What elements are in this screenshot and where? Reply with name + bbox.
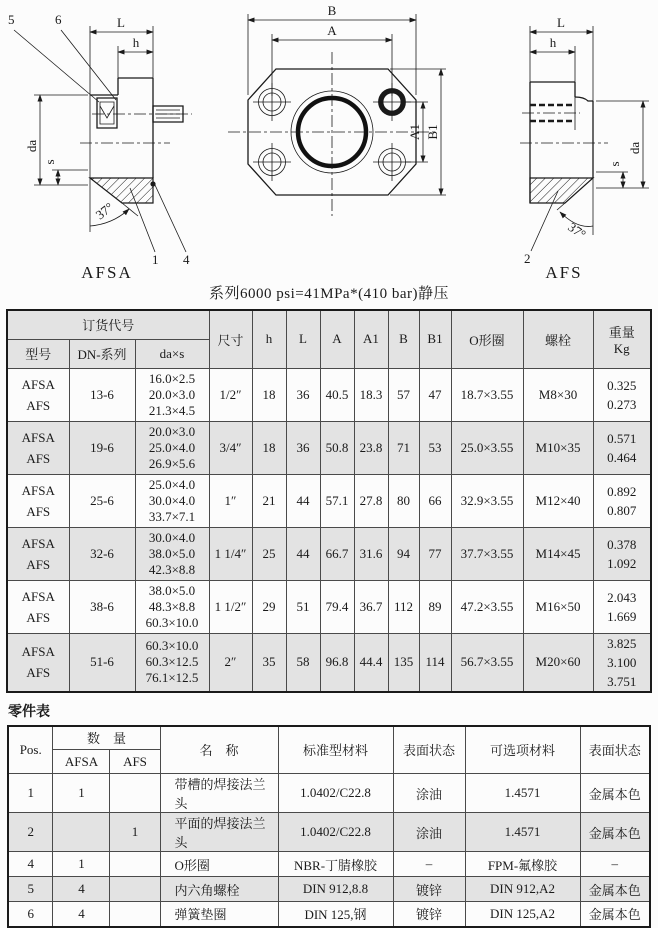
cell-surface: – <box>393 852 465 877</box>
cell-qty-afsa: 1 <box>53 774 110 813</box>
table-row <box>7 474 651 527</box>
cell-surface2: 金属本色 <box>580 902 650 927</box>
cell-opt-material: 1.4571 <box>465 774 580 813</box>
cell-dn: 25-6 <box>69 474 135 527</box>
drawing-caption-afsa: AFSA <box>81 263 133 282</box>
part-callout-4: 4 <box>183 252 190 267</box>
cell-surface: 镀锌 <box>393 877 465 902</box>
cell-std-material: DIN 912,8.8 <box>278 877 393 902</box>
header-dn-series: DN-系列 <box>69 339 135 368</box>
cell-weight: 0.325 0.273 <box>593 368 651 421</box>
cell-da-x-s: 30.0×4.0 38.0×5.0 42.3×8.8 <box>135 527 209 580</box>
cell-A1: 31.6 <box>354 527 388 580</box>
cell-size: 1 1/4″ <box>209 527 252 580</box>
header-std-material: 标准型材料 <box>278 726 393 774</box>
cell-h: 35 <box>252 633 286 692</box>
flange-front-drawing <box>220 0 460 240</box>
cell-qty-afs: 1 <box>110 813 160 852</box>
cell-B1: 66 <box>419 474 451 527</box>
header-B1: B1 <box>419 310 451 368</box>
header-order-code: 订货代号 <box>7 310 209 339</box>
cell-o-ring: 47.2×3.55 <box>451 580 523 633</box>
cell-A: 79.4 <box>320 580 354 633</box>
dim-label-s: s <box>42 159 57 165</box>
dim-label-L: L <box>117 15 125 30</box>
dim-label-da: da <box>24 139 39 153</box>
cell-part-name: 平面的焊接法兰头 <box>160 813 278 852</box>
header-h: h <box>252 310 286 368</box>
dim-label-A: A <box>327 23 337 38</box>
dim-label-h: h <box>132 35 140 50</box>
afsa-section-drawing <box>0 0 220 283</box>
header-qty-afsa: AFSA <box>53 750 110 774</box>
cell-qty-afsa: 1 <box>53 852 110 877</box>
cell-model: AFSA AFS <box>7 527 69 580</box>
cell-model: AFSA AFS <box>7 580 69 633</box>
cell-B1: 47 <box>419 368 451 421</box>
cell-model: AFSA AFS <box>7 368 69 421</box>
cell-surface2: 金属本色 <box>580 813 650 852</box>
cell-dn: 51-6 <box>69 633 135 692</box>
header-qty-afs: AFS <box>110 750 160 774</box>
dim-label-B1: B1 <box>425 124 440 140</box>
header-B: B <box>388 310 419 368</box>
cell-part-name: 带槽的焊接法兰头 <box>160 774 278 813</box>
cell-o-ring: 18.7×3.55 <box>451 368 523 421</box>
header-weight <box>593 310 651 368</box>
dim-label-da: da <box>627 141 642 155</box>
cell-weight: 0.571 0.464 <box>593 421 651 474</box>
dim-label-L: L <box>557 15 565 30</box>
cell-qty-afs <box>110 877 160 902</box>
cell-A1: 23.8 <box>354 421 388 474</box>
header-weight-label: 重量 <box>608 324 635 340</box>
dim-label-B: B <box>327 3 337 18</box>
cell-o-ring: 37.7×3.55 <box>451 527 523 580</box>
header-size: 尺寸 <box>209 310 252 368</box>
cell-bolt: M14×45 <box>523 527 593 580</box>
cell-bolt: M12×40 <box>523 474 593 527</box>
cell-B: 135 <box>388 633 419 692</box>
cell-pos: 1 <box>8 774 53 813</box>
angle-label: 37° <box>92 199 117 223</box>
cell-dn: 13-6 <box>69 368 135 421</box>
cell-h: 18 <box>252 421 286 474</box>
drawings-strip <box>0 0 658 283</box>
dim-label-h: h <box>549 35 557 50</box>
cell-B: 71 <box>388 421 419 474</box>
cell-L: 58 <box>286 633 320 692</box>
cell-model: AFSA AFS <box>7 421 69 474</box>
header-model: 型号 <box>7 339 69 368</box>
cell-L: 44 <box>286 527 320 580</box>
cell-da-x-s: 20.0×3.0 25.0×4.0 26.9×5.6 <box>135 421 209 474</box>
header-pos: Pos. <box>8 726 53 774</box>
cell-size: 2″ <box>209 633 252 692</box>
cell-bolt: M16×50 <box>523 580 593 633</box>
header-opt-material: 可选项材料 <box>465 726 580 774</box>
cell-std-material: 1.0402/C22.8 <box>278 813 393 852</box>
cell-model: AFSA AFS <box>7 474 69 527</box>
cell-A: 40.5 <box>320 368 354 421</box>
dim-label-s: s <box>607 161 622 167</box>
afs-section-drawing <box>460 0 658 283</box>
cell-B: 94 <box>388 527 419 580</box>
header-surface: 表面状态 <box>393 726 465 774</box>
cell-weight: 2.043 1.669 <box>593 580 651 633</box>
parts-row <box>8 813 650 852</box>
cell-pos: 6 <box>8 902 53 927</box>
cell-qty-afsa: 4 <box>53 877 110 902</box>
parts-row <box>8 774 650 813</box>
part-callout-2: 2 <box>524 251 531 266</box>
cell-surface2: 金属本色 <box>580 774 650 813</box>
table-row <box>7 527 651 580</box>
cell-qty-afsa <box>53 813 110 852</box>
cell-surface: 涂油 <box>393 774 465 813</box>
table-row <box>7 580 651 633</box>
dim-label-A1: A1 <box>407 124 422 140</box>
cell-part-name: O形圈 <box>160 852 278 877</box>
cell-model: AFSA AFS <box>7 633 69 692</box>
cell-weight: 0.378 1.092 <box>593 527 651 580</box>
cell-A1: 18.3 <box>354 368 388 421</box>
cell-B1: 89 <box>419 580 451 633</box>
cell-std-material: 1.0402/C22.8 <box>278 774 393 813</box>
cell-bolt: M8×30 <box>523 368 593 421</box>
cell-std-material: NBR-丁腈橡胶 <box>278 852 393 877</box>
cell-bolt: M10×35 <box>523 421 593 474</box>
cell-B1: 77 <box>419 527 451 580</box>
cell-size: 1″ <box>209 474 252 527</box>
cell-da-x-s: 60.3×10.0 60.3×12.5 76.1×12.5 <box>135 633 209 692</box>
part-callout-6: 6 <box>55 12 62 27</box>
cell-h: 29 <box>252 580 286 633</box>
cell-pos: 2 <box>8 813 53 852</box>
cell-A: 96.8 <box>320 633 354 692</box>
cell-L: 36 <box>286 421 320 474</box>
cell-h: 18 <box>252 368 286 421</box>
cell-opt-material: DIN 912,A2 <box>465 877 580 902</box>
part-callout-1: 1 <box>152 252 159 267</box>
cell-A1: 36.7 <box>354 580 388 633</box>
parts-row <box>8 852 650 877</box>
cell-qty-afsa: 4 <box>53 902 110 927</box>
cell-B: 112 <box>388 580 419 633</box>
cell-B1: 53 <box>419 421 451 474</box>
header-surface2: 表面状态 <box>580 726 650 774</box>
cell-size: 1/2″ <box>209 368 252 421</box>
parts-list-title: 零件表 <box>8 704 50 720</box>
cell-dn: 19-6 <box>69 421 135 474</box>
cell-A: 50.8 <box>320 421 354 474</box>
cell-opt-material: DIN 125,A2 <box>465 902 580 927</box>
cell-qty-afs <box>110 902 160 927</box>
cell-part-name: 弹簧垫圈 <box>160 902 278 927</box>
cell-A1: 27.8 <box>354 474 388 527</box>
cell-std-material: DIN 125,钢 <box>278 902 393 927</box>
cell-B: 80 <box>388 474 419 527</box>
cell-opt-material: 1.4571 <box>465 813 580 852</box>
cell-opt-material: FPM-氟橡胶 <box>465 852 580 877</box>
cell-da-x-s: 25.0×4.0 30.0×4.0 33.7×7.1 <box>135 474 209 527</box>
cell-dn: 38-6 <box>69 580 135 633</box>
parts-row <box>8 902 650 927</box>
cell-h: 21 <box>252 474 286 527</box>
cell-qty-afs <box>110 774 160 813</box>
cell-surface2: – <box>580 852 650 877</box>
header-qty: 数 量 <box>53 726 160 750</box>
drawing-caption-afs: AFS <box>545 263 583 282</box>
part-callout-5: 5 <box>8 12 15 27</box>
header-da-x-s: da×s <box>135 339 209 368</box>
cell-A: 57.1 <box>320 474 354 527</box>
parts-table <box>7 725 651 928</box>
table-row <box>7 368 651 421</box>
cell-dn: 32-6 <box>69 527 135 580</box>
cell-o-ring: 32.9×3.55 <box>451 474 523 527</box>
header-weight-unit: Kg <box>613 340 630 356</box>
header-o-ring: O形圈 <box>451 310 523 368</box>
header-L: L <box>286 310 320 368</box>
cell-L: 51 <box>286 580 320 633</box>
cell-B1: 114 <box>419 633 451 692</box>
cell-da-x-s: 16.0×2.5 20.0×3.0 21.3×4.5 <box>135 368 209 421</box>
dimension-table <box>6 309 652 693</box>
header-bolt: 螺栓 <box>523 310 593 368</box>
table-row <box>7 633 651 692</box>
cell-size: 1 1/2″ <box>209 580 252 633</box>
cell-h: 25 <box>252 527 286 580</box>
header-A1: A1 <box>354 310 388 368</box>
cell-size: 3/4″ <box>209 421 252 474</box>
cell-weight: 0.892 0.807 <box>593 474 651 527</box>
angle-label: 37° <box>565 219 589 242</box>
cell-B: 57 <box>388 368 419 421</box>
header-name: 名 称 <box>160 726 278 774</box>
cell-L: 44 <box>286 474 320 527</box>
cell-pos: 4 <box>8 852 53 877</box>
parts-row <box>8 877 650 902</box>
cell-o-ring: 25.0×3.55 <box>451 421 523 474</box>
cell-weight: 3.825 3.100 3.751 <box>593 633 651 692</box>
header-A: A <box>320 310 354 368</box>
cell-da-x-s: 38.0×5.0 48.3×8.8 60.3×10.0 <box>135 580 209 633</box>
cell-bolt: M20×60 <box>523 633 593 692</box>
cell-surface: 镀锌 <box>393 902 465 927</box>
cell-part-name: 内六角螺栓 <box>160 877 278 902</box>
cell-o-ring: 56.7×3.55 <box>451 633 523 692</box>
cell-L: 36 <box>286 368 320 421</box>
cell-pos: 5 <box>8 877 53 902</box>
cell-surface2: 金属本色 <box>580 877 650 902</box>
cell-qty-afs <box>110 852 160 877</box>
cell-A: 66.7 <box>320 527 354 580</box>
table-row <box>7 421 651 474</box>
cell-A1: 44.4 <box>354 633 388 692</box>
cell-surface: 涂油 <box>393 813 465 852</box>
series-title: 系列6000 psi=41MPa*(410 bar)静压 <box>209 286 449 302</box>
